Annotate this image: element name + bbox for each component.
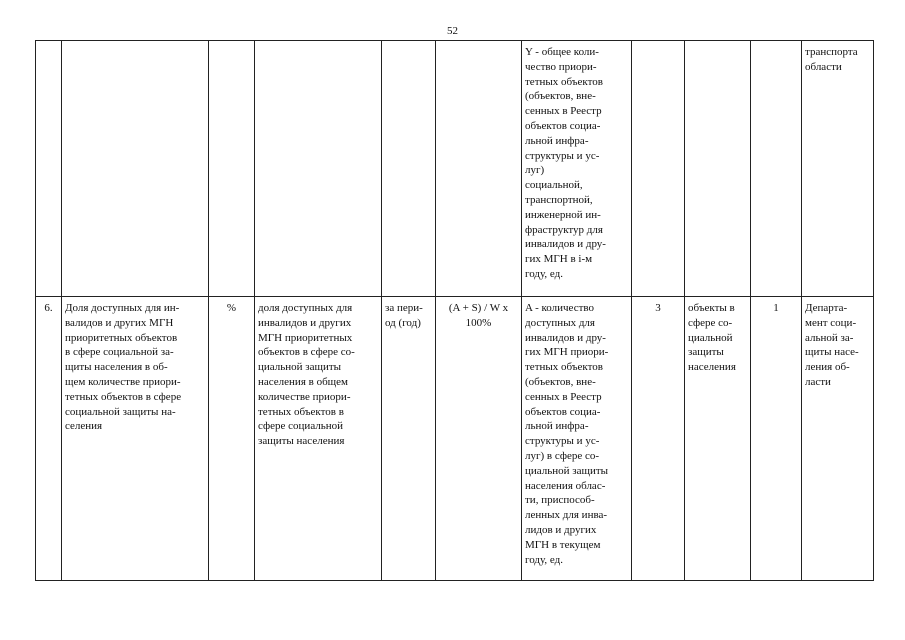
frequency-code: 1 xyxy=(751,297,802,581)
cell-empty xyxy=(62,41,209,297)
cell-empty xyxy=(209,41,255,297)
table-row-6 xyxy=(36,297,874,581)
cell-empty xyxy=(751,41,802,297)
formula: (A + S) / W x 100% xyxy=(436,297,522,581)
cell-empty xyxy=(685,41,751,297)
scope: объекты в сфере со- циальной защиты населения xyxy=(685,297,751,581)
responsible-department: Департа- мент соци- альной за- щиты насе- ления об- ласти xyxy=(802,297,874,581)
period: за пери- од (год) xyxy=(382,297,436,581)
cell-empty xyxy=(436,41,522,297)
table-row-continued xyxy=(36,41,874,297)
cell-empty xyxy=(255,41,382,297)
responsible-continued: транспорта области xyxy=(802,41,874,297)
cell-empty xyxy=(382,41,436,297)
page-number: 52 xyxy=(447,25,458,37)
cell-empty xyxy=(632,41,685,297)
variable-y-description: Y - общее коли- чество приори- тетных объектов (объектов, вне- сенных в Реестр объектов социа- льной инфра- структуры и ус- луг) социальной, транспортной, инженерной ин- фраструктур для инвалидов и дру- гих МГН в i-м году, ед. xyxy=(522,41,632,297)
indicator-table xyxy=(35,40,874,581)
indicator-name: Доля доступных для ин- валидов и других МГН приоритетных объектов в сфере социальной за- щиты населения в об- щем количестве приори- тетных объектов в сфере социальной защиты на- селения xyxy=(62,297,209,581)
method-code: 3 xyxy=(632,297,685,581)
variable-a-description: A - количество доступных для инвалидов и дру- гих МГН приори- тетных объектов (объектов, вне- сенных в Реестр объектов социа- льной инфра- структуры и ус- луг) в сфере со- циальной защиты населения облас- ти, приспособ- ленных для инва- лидов и других МГН в текущем году, ед. xyxy=(522,297,632,581)
unit: % xyxy=(209,297,255,581)
cell-empty xyxy=(36,41,62,297)
row-number: 6. xyxy=(36,297,62,581)
indicator-definition: доля доступных для инвалидов и других МГН приоритетных объектов в сфере со- циальной защиты населения в общем количестве приори- тетных объектов в сфере социальной защиты населения xyxy=(255,297,382,581)
